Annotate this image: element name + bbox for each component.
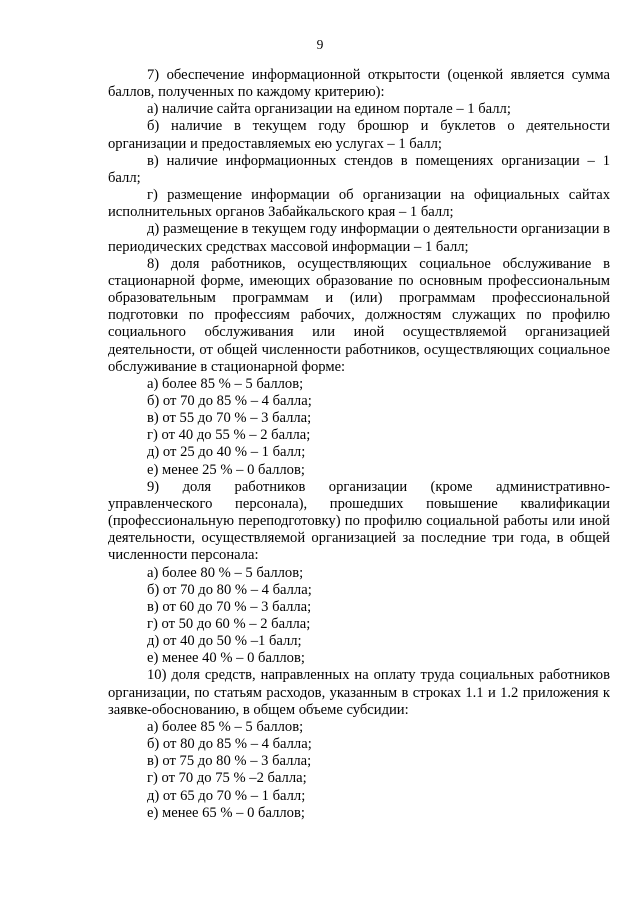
criterion-7-item-v: в) наличие информационных стендов в помещениях организации – 1 балл; <box>108 152 610 186</box>
criterion-9-item-b: б) от 70 до 80 % – 4 балла; <box>147 581 312 598</box>
criterion-10-item-g: г) от 70 до 75 % –2 балла; <box>147 770 307 787</box>
document-body <box>108 67 610 822</box>
criterion-7-item-a: а) наличие сайта организации на едином портале – 1 балл; <box>147 101 511 118</box>
criterion-8-item-a: а) более 85 % – 5 баллов; <box>147 375 304 392</box>
criterion-10-heading: 10) доля средств, направленных на оплату труда социальных работников организации, по статьям расходов, указанным в строках 1.1 и 1.2 приложения к заявке-обоснованию, в общем объеме субсидии: <box>108 667 610 718</box>
criterion-10-item-v: в) от 75 до 80 % – 3 балла; <box>147 753 312 770</box>
criterion-8-item-e: е) менее 25 % – 0 баллов; <box>147 461 305 478</box>
page-number: 9 <box>316 37 324 52</box>
criterion-8-item-b: б) от 70 до 85 % – 4 балла; <box>147 392 312 409</box>
criterion-10-item-e: е) менее 65 % – 0 баллов; <box>147 804 305 821</box>
criterion-9-item-g: г) от 50 до 60 % – 2 балла; <box>147 616 311 632</box>
criterion-8-item-g: г) от 40 до 55 % – 2 балла; <box>147 427 311 444</box>
criterion-7-heading: 7) обеспечение информационной открытости (оценкой является сумма баллов, полученных по каждому критерию): <box>108 67 610 101</box>
criterion-9-item-d: д) от 40 до 50 % –1 балл; <box>147 633 302 650</box>
criterion-9-item-a: а) более 80 % – 5 баллов; <box>147 564 304 581</box>
criterion-8-item-v: в) от 55 до 70 % – 3 балла; <box>147 410 312 427</box>
criterion-7-item-b: б) наличие в текущем году брошюр и буклетов о деятельности организации и предоставляемых ею услугах – 1 балл; <box>108 118 610 152</box>
criterion-10-item-d: д) от 65 до 70 % – 1 балл; <box>147 787 306 804</box>
criterion-9-item-e: е) менее 40 % – 0 баллов; <box>147 650 305 667</box>
criterion-10-item-a: а) более 85 % – 5 баллов; <box>147 718 304 735</box>
criterion-9-heading: 9) доля работников организации (кроме административно-управленческого персонала), прошедших повышение квалификации (профессиональную переподготовку) по профилю социальной работы или иной деятельности, осуществляемой организацией за последние три года, в общей численности персонала: <box>108 478 610 564</box>
criterion-9-item-v: в) от 60 до 70 % – 3 балла; <box>147 598 312 615</box>
criterion-10-item-b: б) от 80 до 85 % – 4 балла; <box>147 736 312 753</box>
criterion-8-heading: 8) доля работников, осуществляющих социальное обслуживание в стационарной форме, имеющих образование по основным профессиональным образовательным программам и (или) программам профессиональной подготовки по профессиям рабочих, должностям служащих по профилю социального обслуживания или иной осуществляемой организацией деятельности, от общей численности работников, осуществляющих социальное обслуживание в стационарной форме: <box>108 255 610 375</box>
criterion-7-item-g: г) размещение информации об организации на официальных сайтах исполнительных органов Забайкальского края – 1 балл; <box>108 187 610 221</box>
criterion-8-item-d: д) от 25 до 40 % – 1 балл; <box>147 444 306 461</box>
criterion-7-item-d: д) размещение в текущем году информации о деятельности организации в периодических средствах массовой информации – 1 балл; <box>108 221 610 255</box>
